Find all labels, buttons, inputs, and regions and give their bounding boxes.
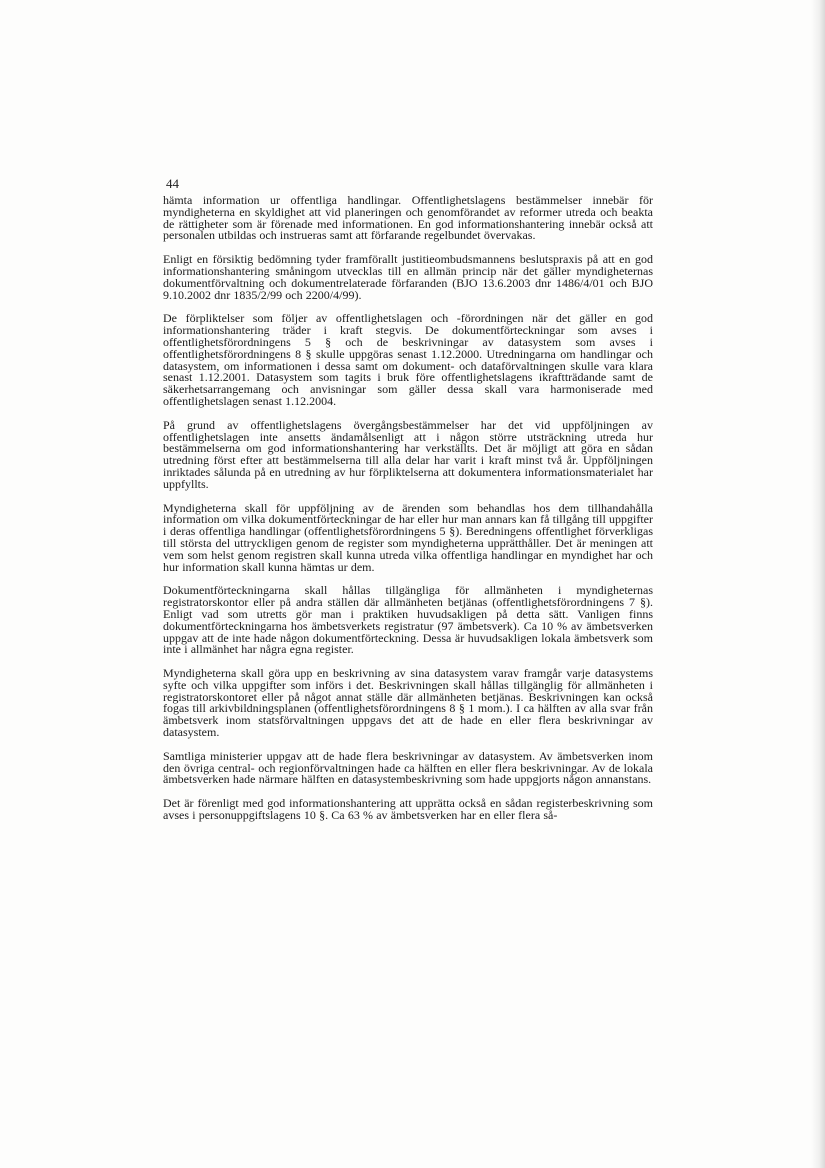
paragraph: hämta information ur offentliga handlingar. Offentlighetslagens bestämmelser innebär för myndigheterna en skyldighet att vid planeringen och genomförandet av reformer utreda och beakta de rättigheter som är förenade med informationen. En god informationshantering innebär också att personalen utbildas och instrueras samt att förfarande regelbundet övervakas. xyxy=(163,193,653,243)
paragraph: Myndigheterna skall göra upp en beskrivning av sina datasystem varav framgår varje datasystems syfte och vilka uppgifter som införs i det. Beskrivningen skall hållas tillgänglig för allmänheten i registratorskontoret eller på något annat ställe där allmänheten betjänas. Beskrivningen kan också fogas till arkivbildningsplanen (offentlighetsförordningens 8 § 1 mom.). I ca hälften av alla svar från ämbetsverk inom statsförvaltningen uppgavs det att de hade en eller flera beskrivningar av datasystem. xyxy=(163,666,653,740)
scan-edge-shadow xyxy=(811,0,825,1168)
paragraph: De förpliktelser som följer av offentlighetslagen och -förordningen när det gäller en god informationshantering träder i kraft stegvis. De dokumentförteckningar som avses i offentlighetsförordningens 5 § och de beskrivningar av datasystem som avses i offentlighetsförordningens 8 § skulle uppgöras senast 1.12.2000. Utredningarna om handlingar och datasystem, om informationen i dessa samt om dokument- och dataförvaltningen skulle vara klara senast 1.12.2001. Datasystem som tagits i bruk före offentlighetslagens ikraftträdande samt de säkerhetsarrangemang och anvisningar som gäller dessa skall vara harmoniserade med offentlighetslagen senast 1.12.2004. xyxy=(163,311,653,408)
page-number: 44 xyxy=(166,176,179,191)
paragraph: Enligt en försiktig bedömning tyder framförallt justitieombudsmannens beslutspraxis på att en god informationshantering småningom utvecklas till en allmän princip när det gäller myndigheternas dokumentförvaltning och dokumentrelaterade förfaranden (BJO 13.6.2003 dnr 1486/4/01 och BJO 9.10.2002 dnr 1835/2/99 och 2200/4/99). xyxy=(163,252,653,302)
paragraph: Myndigheterna skall för uppföljning av de ärenden som behandlas hos dem tillhandahålla information om vilka dokumentförteckningar de har eller hur man annars kan få tillgång till uppgifter i deras offentliga handlingar (offentlighetsförordningens 5 §). Beredningens offentlighet förverkligas till största del uttryckligen genom de register som myndigheterna upprätthåller. Det är meningen att vem som helst genom registren skall kunna utreda vilka offentliga handlingar en myndighet har och hur information skall kunna hämtas ur dem. xyxy=(163,500,653,574)
paragraph: Samtliga ministerier uppgav att de hade flera beskrivningar av datasystem. Av ämbetsverken inom den övriga central- och regionförvaltningen hade ca hälften en eller flera beskrivningar. Av de lokala ämbetsverken hade närmare hälften en datasystembeskrivning som hade uppgjorts någon annanstans. xyxy=(163,748,653,787)
body-text xyxy=(163,195,653,834)
paragraph: På grund av offentlighetslagens övergångsbestämmelser har det vid uppföljningen av offentlighetslagen inte ansetts ändamålsenligt att i någon större utsträckning utreda hur bestämmelserna om god informationshantering har verkställts. Det är möjligt att göra en sådan utredning först efter att bestämmelserna till alla delar har varit i kraft minst två år. Uppföljningen inriktades sålunda på en utredning av hur förpliktelserna att dokumentera informationsmaterialet har uppfyllts. xyxy=(163,417,653,491)
paragraph: Det är förenligt med god informationshantering att upprätta också en sådan registerbeskrivning som avses i personuppgiftslagens 10 §. Ca 63 % av ämbetsverken har en eller flera så- xyxy=(163,796,653,823)
paragraph: Dokumentförteckningarna skall hållas tillgängliga för allmänheten i myndigheternas registratorskontor eller på andra ställen där allmänheten betjänas (offentlighetsförordningens 7 §). Enligt vad som utretts gör man i praktiken huvudsakligen på detta sätt. Vanligen finns dokumentförteckningarna hos ämbetsverkets registratur (97 ämbetsverk). Ca 10 % av ämbetsverken uppgav att de inte hade någon dokumentförteckning. Dessa är huvudsakligen lokala ämbetsverk som inte i allmänhet har några egna register. xyxy=(163,583,653,657)
